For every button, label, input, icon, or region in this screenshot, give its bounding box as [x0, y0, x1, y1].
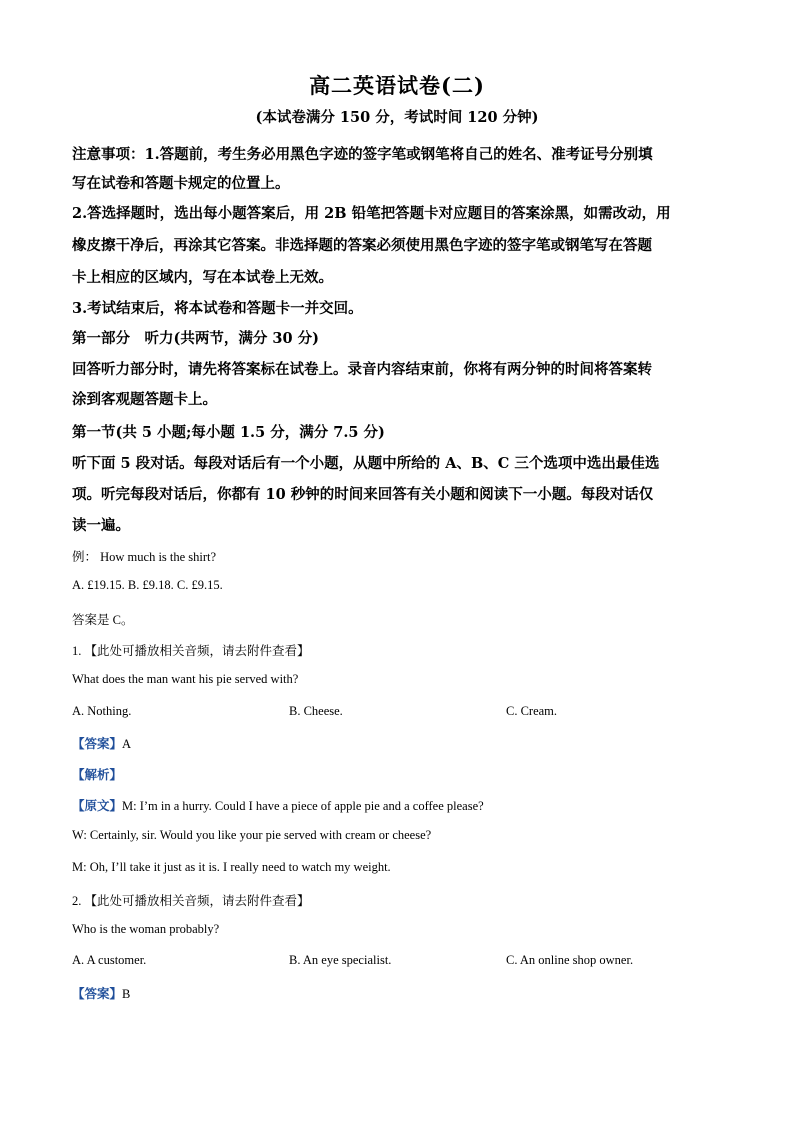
analysis-line: [72, 765, 122, 783]
instruction-line: 橡皮擦干净后，再涂其它答案。非选择题的答案必须使用黑色字迹的签字笔或钢笔写在答题: [72, 237, 652, 254]
instruction-line: 卡上相应的区域内，写在本试卷上无效。: [72, 269, 333, 286]
transcript-tag: 【原文】: [72, 799, 123, 813]
section-description: 读一遍。: [72, 517, 130, 534]
answer-value: A: [122, 737, 132, 751]
instruction-line: 2.答选择题时，选出每小题答案后，用 2B 铅笔把答题卡对应题目的答案涂黑，如需改动，用: [72, 205, 671, 222]
question-text: Who is the woman probably?: [72, 922, 220, 936]
page-title: 高二英语试卷(二): [309, 73, 485, 98]
transcript-text: M: I’m in a hurry. Could I have a piece of apple pie and a coffee please?: [122, 799, 484, 813]
answer-tag: 【答案】: [72, 737, 123, 751]
option-b: B. Cheese.: [289, 704, 343, 718]
option-a: A. A customer.: [72, 953, 147, 967]
question-text: What does the man want his pie served with?: [72, 672, 299, 686]
transcript-line: W: Certainly, sir. Would you like your pie served with cream or cheese?: [72, 828, 432, 842]
section-heading: 第一节(共 5 小题;每小题 1.5 分，满分 7.5 分): [72, 424, 385, 441]
answer-line: [72, 734, 131, 752]
section-description: 听下面 5 段对话。每段对话后有一个小题，从题中所给的 A、B、C 三个选项中选出最佳选: [72, 455, 660, 472]
option-b: B. An eye specialist.: [289, 953, 392, 967]
answer-value: B: [122, 987, 131, 1001]
instruction-line: 写在试卷和答题卡规定的位置上。: [72, 175, 290, 192]
instruction-line: 注意事项：1.答题前，考生务必用黑色字迹的签字笔或钢笔将自己的姓名、准考证号分别填: [72, 146, 653, 163]
part-description: 涂到客观题答题卡上。: [72, 391, 217, 408]
instruction-line: 3.考试结束后，将本试卷和答题卡一并交回。: [72, 300, 363, 317]
analysis-tag: 【解析】: [72, 768, 123, 782]
section-description: 项。听完每段对话后，你都有 10 秒钟的时间来回答有关小题和阅读下一小题。每段对话仅: [72, 486, 654, 503]
option-c: C. An online shop owner.: [506, 953, 634, 967]
page-subtitle: (本试卷满分 150 分，考试时间 120 分钟): [255, 109, 539, 126]
audio-placeholder: 1. 【此处可播放相关音频，请去附件查看】: [72, 644, 310, 658]
transcript-line: M: Oh, I’ll take it just as it is. I really need to watch my weight.: [72, 860, 391, 874]
part-heading: 第一部分 听力(共两节，满分 30 分): [72, 330, 319, 347]
example-options: A. £19.15. B. £9.18. C. £9.15.: [72, 578, 223, 592]
audio-placeholder: 2. 【此处可播放相关音频，请去附件查看】: [72, 894, 310, 908]
answer-tag: 【答案】: [72, 987, 123, 1001]
example-question: 例： How much is the shirt?: [72, 550, 217, 564]
option-a: A. Nothing.: [72, 704, 132, 718]
example-answer: 答案是 C。: [72, 613, 134, 627]
part-description: 回答听力部分时，请先将答案标在试卷上。录音内容结束前，你将有两分钟的时间将答案转: [72, 361, 652, 378]
option-c: C. Cream.: [506, 704, 558, 718]
answer-line: [72, 984, 130, 1002]
transcript-line: [72, 796, 484, 814]
